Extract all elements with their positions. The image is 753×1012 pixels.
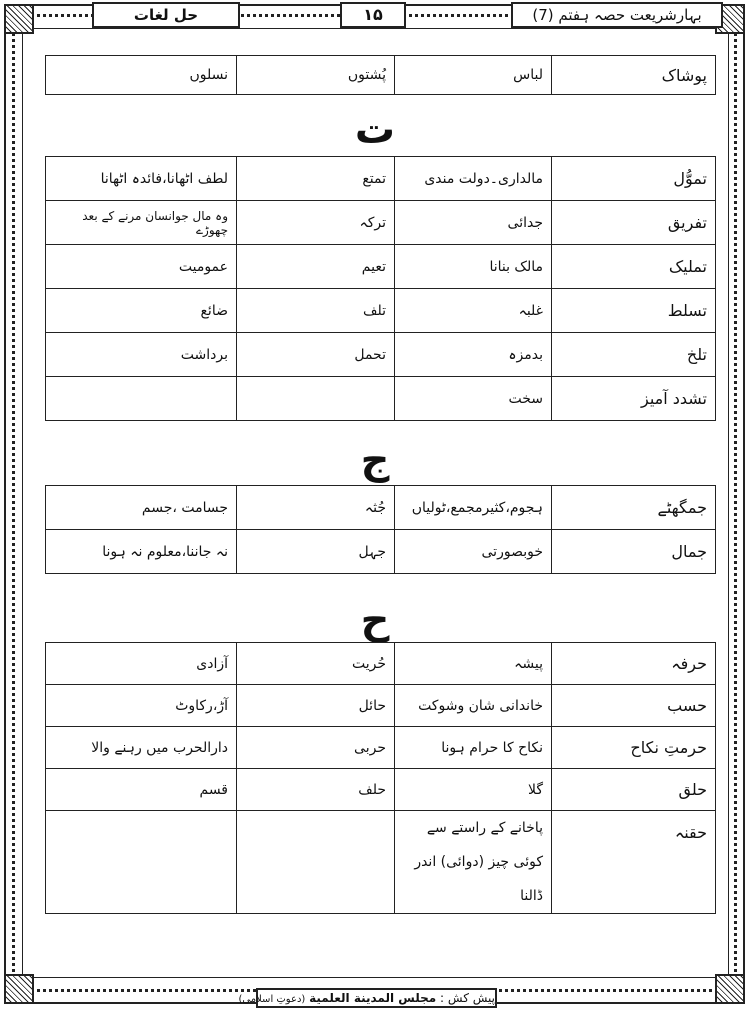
word: ترکہ [237,201,395,245]
word: تعیم [237,245,395,289]
meaning: دارالحرب میں رہنے والا [46,727,237,769]
word: تملیک [552,245,716,289]
word: حقنہ [552,811,716,914]
meaning: ضائع [46,289,237,333]
meaning: پیشہ [395,643,552,685]
glossary-table-h [45,642,716,914]
word: جہل [237,530,395,574]
section-letter-t: ت [354,107,396,153]
word: تموُّل [552,157,716,201]
meaning: قسم [46,769,237,811]
corner-ornament [4,974,34,1004]
meaning: سخت [395,377,552,421]
meaning: بدمزہ [395,333,552,377]
word: تفریق [552,201,716,245]
word [237,377,395,421]
corner-ornament [715,974,745,1004]
table-row [46,201,716,245]
footer-org: مجلس المدينة العلمية [309,991,437,1005]
word: حلق [552,769,716,811]
glossary-table-j [45,485,716,574]
meaning: گلا [395,769,552,811]
word: حرمتِ نکاح [552,727,716,769]
table-row [46,727,716,769]
word: حرفہ [552,643,716,685]
meaning: خاندانی شان وشوکت [395,685,552,727]
table-row [46,811,716,914]
table-row [46,333,716,377]
corner-ornament [4,4,34,34]
word: تشدد آمیز [552,377,716,421]
table-row [46,486,716,530]
word: حسب [552,685,716,727]
page-number: ۱۵ [340,2,406,28]
glossary-table-p [45,55,716,95]
word: جُثہ [237,486,395,530]
word: پوشاک [552,56,716,95]
word: حُریت [237,643,395,685]
word: حائل [237,685,395,727]
section-title: حل لغات [92,2,240,28]
meaning: آزادی [46,643,237,685]
meaning: جسامت ،جسم [46,486,237,530]
meaning: خوبصورتی [395,530,552,574]
meaning: جدائی [395,201,552,245]
word: جمگھٹے [552,486,716,530]
word: جمال [552,530,716,574]
footer-suffix: (دعوتِ اسلامی) [238,994,306,1005]
meaning: وہ مال جوانسان مرنے کے بعد چھوڑے [46,201,237,245]
table-row [46,643,716,685]
footer-label: پیش کش : [440,991,495,1005]
table-row [46,245,716,289]
table-row [46,685,716,727]
word: حربی [237,727,395,769]
meaning [46,377,237,421]
word: پُشتوں [237,56,395,95]
meaning: لباس [395,56,552,95]
meaning: پاخانے کے راستے سے کوئی چیز (دوائی) اندر ڈالنا [395,811,552,914]
meaning: لطف اٹھانا،فائدہ اٹھانا [46,157,237,201]
table-row [46,56,716,95]
word: تمتع [237,157,395,201]
word: تلخ [552,333,716,377]
word: تحمل [237,333,395,377]
meaning: آڑ،رکاوٹ [46,685,237,727]
meaning: ہجوم،کثیرمجمع،ٹولیاں [395,486,552,530]
table-row [46,157,716,201]
meaning: نکاح کا حرام ہونا [395,727,552,769]
book-title: بہارشریعت حصہ ہفتم (7) [511,2,723,28]
meaning: مالک بنانا [395,245,552,289]
meaning: نسلوں [46,56,237,95]
section-letter-h: ح [360,597,390,643]
table-row [46,377,716,421]
meaning: برداشت [46,333,237,377]
table-row [46,769,716,811]
word [237,811,395,914]
table-row [46,530,716,574]
section-letter-j: ج [360,437,390,483]
meaning: نہ جاننا،معلوم نہ ہونا [46,530,237,574]
table-row [46,289,716,333]
word: تسلط [552,289,716,333]
meaning: غلبہ [395,289,552,333]
glossary-table-t [45,156,716,421]
word: حلف [237,769,395,811]
meaning: مالداری۔دولت مندی [395,157,552,201]
meaning: عمومیت [46,245,237,289]
word: تلف [237,289,395,333]
publisher-footer [238,988,497,1008]
meaning [46,811,237,914]
